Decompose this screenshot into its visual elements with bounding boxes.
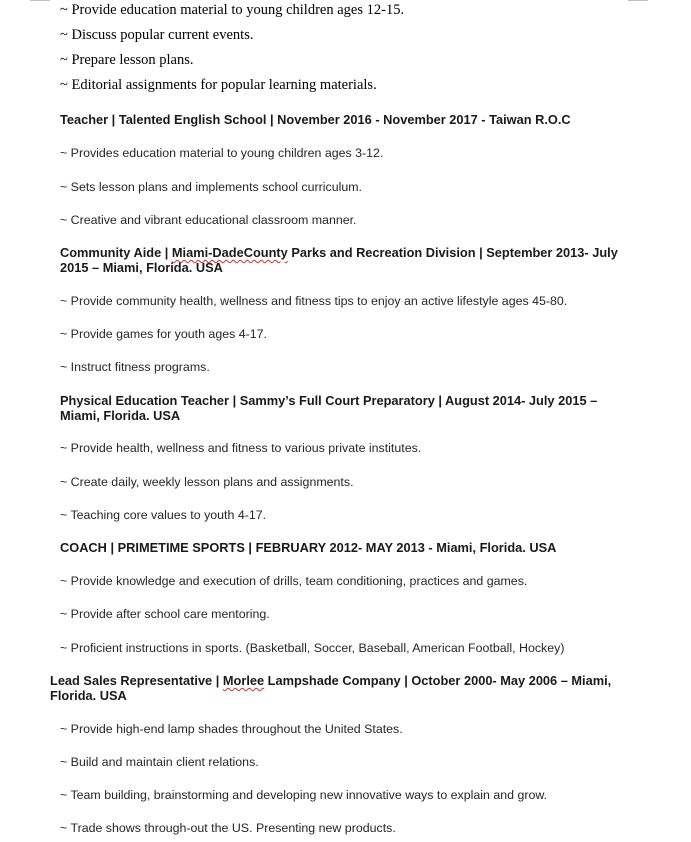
job-item: ~ Teaching core values to youth 4-17. bbox=[60, 508, 267, 522]
job-heading-pe-teacher: Physical Education Teacher | Sammy’s Full Court Preparatory | August 2014- July 2015 – Miami, Florida. USA bbox=[60, 393, 598, 423]
misspelled-word: Morlee bbox=[222, 673, 265, 688]
job-item: ~ Provide after school care mentoring. bbox=[60, 607, 270, 621]
top-line-4: ~ Editorial assignments for popular learning materials. bbox=[60, 77, 377, 93]
crop-mark-left bbox=[30, 0, 50, 1]
heading-part: Lead Sales Representative | bbox=[50, 673, 223, 688]
heading-part: Parks and Recreation Division | September 2013- July 2015 – Miami, Florida. USA bbox=[60, 245, 618, 275]
job-heading-coach: COACH | PRIMETIME SPORTS | FEBRUARY 2012- MAY 2013 - Miami, Florida. USA bbox=[60, 540, 557, 555]
top-line-1: ~ Provide education material to young children ages 12-15. bbox=[60, 2, 405, 18]
job-heading-sales-rep bbox=[50, 674, 630, 703]
job-item: ~ Team building, brainstorming and developing new innovative ways to explain and grow. bbox=[60, 788, 548, 802]
job-item: ~ Provide knowledge and execution of drills, team conditioning, practices and games. bbox=[60, 574, 528, 588]
job-item: ~ Instruct fitness programs. bbox=[60, 360, 210, 374]
job-item: ~ Provides education material to young children ages 3-12. bbox=[60, 146, 384, 160]
job-heading-teacher: Teacher | Talented English School | November 2016 - November 2017 - Taiwan R.O.C bbox=[60, 112, 571, 127]
job-item: ~ Provide community health, wellness and fitness tips to enjoy an active lifestyle ages 45-80. bbox=[60, 294, 568, 308]
top-line-2: ~ Discuss popular current events. bbox=[60, 27, 254, 43]
job-item: ~ Creative and vibrant educational classroom manner. bbox=[60, 213, 357, 227]
job-item: ~ Proficient instructions in sports. (Basketball, Soccer, Baseball, American Football, Hockey) bbox=[60, 641, 565, 655]
job-item: ~ Build and maintain client relations. bbox=[60, 755, 259, 769]
job-item: ~ Provide games for youth ages 4-17. bbox=[60, 327, 267, 341]
job-item: ~ Create daily, weekly lesson plans and assignments. bbox=[60, 475, 354, 489]
job-item: ~ Provide health, wellness and fitness to various private institutes. bbox=[60, 441, 422, 455]
heading-part: Lampshade Company | October 2000- May 2006 – Miami, Florida. USA bbox=[50, 673, 612, 703]
job-heading-community-aide bbox=[60, 246, 630, 275]
job-item: ~ Trade shows through-out the US. Presenting new products. bbox=[60, 821, 396, 835]
top-line-3: ~ Prepare lesson plans. bbox=[60, 52, 194, 68]
job-item: ~ Sets lesson plans and implements school curriculum. bbox=[60, 180, 362, 194]
crop-mark-right bbox=[628, 0, 648, 1]
heading-part: Community Aide | bbox=[60, 245, 172, 260]
job-item: ~ Provide high-end lamp shades throughout the United States. bbox=[60, 722, 403, 736]
misspelled-word: Miami-DadeCounty bbox=[171, 245, 288, 260]
